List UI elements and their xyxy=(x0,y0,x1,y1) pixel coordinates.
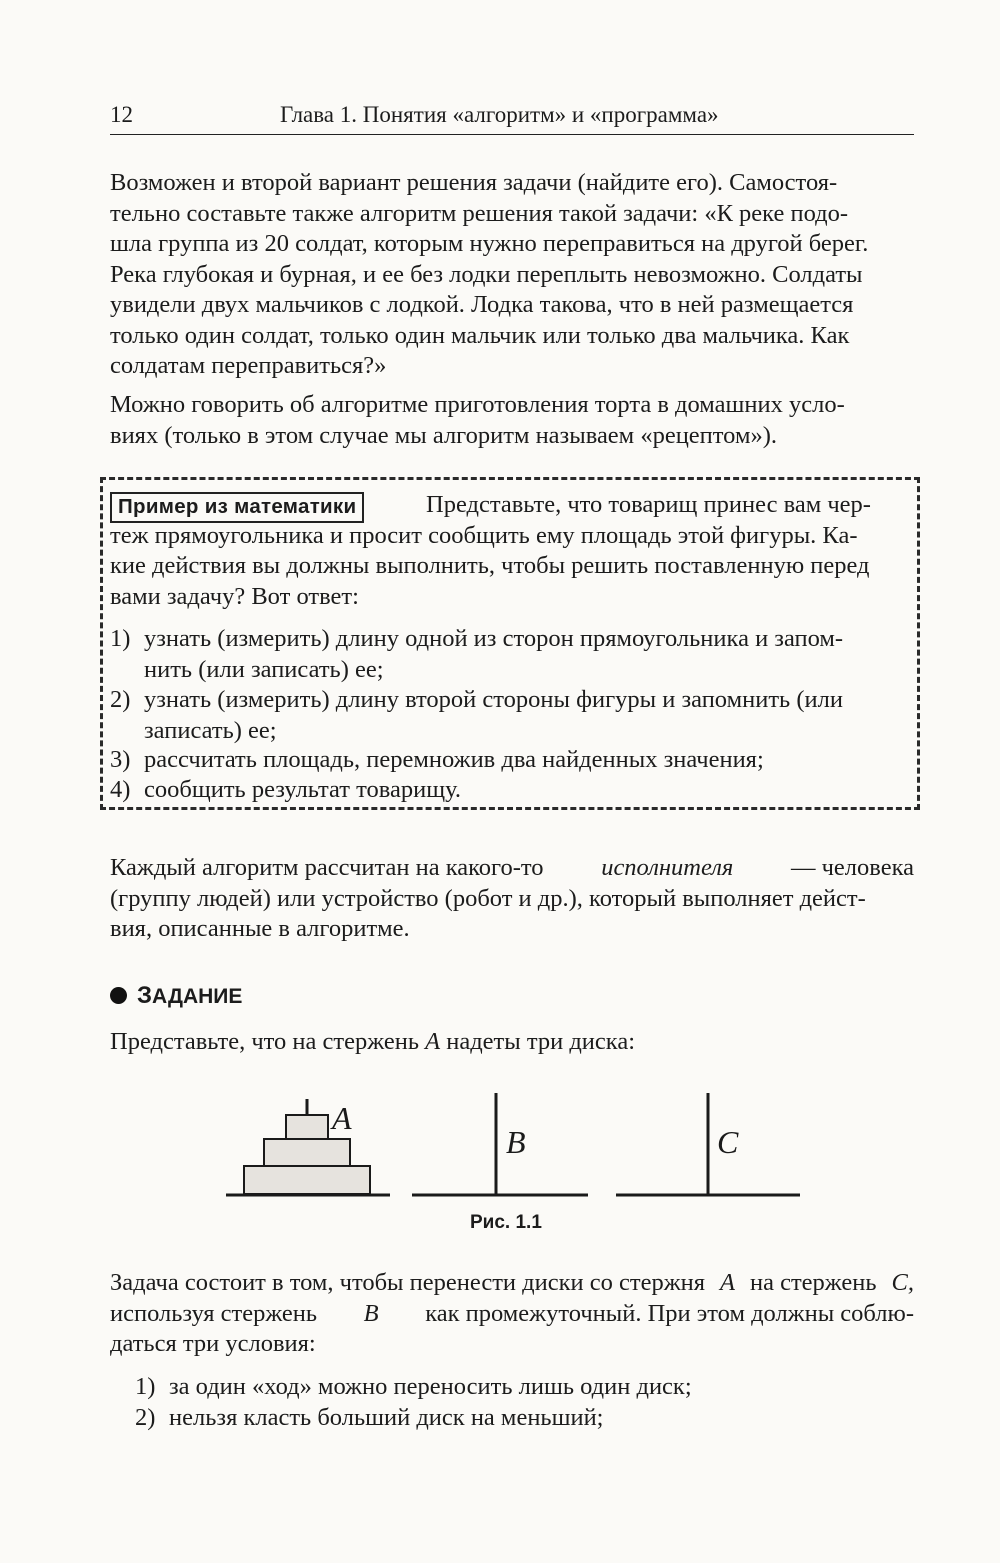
example-item-3: 3) рассчитать площадь, перемножив два найденных значения; xyxy=(110,746,764,773)
text-line: вами задачу? Вот ответ: xyxy=(110,582,359,610)
hanoi-figure xyxy=(0,1085,1000,1205)
text-line: увидели двух мальчиков с лодкой. Лодка такова, что в ней размещается xyxy=(110,291,854,318)
text-line: Возможен и второй вариант решения задачи (найдите его). Самостоя- xyxy=(110,169,838,196)
task-heading: ЗАДАНИЕ xyxy=(110,982,242,1010)
disk-small xyxy=(286,1115,328,1139)
example-item-4: 4) сообщить результат товарищу. xyxy=(110,776,462,803)
chapter-title: Глава 1. Понятия «алгоритм» и «программа» xyxy=(280,102,719,127)
rod-b-label: B xyxy=(506,1124,526,1160)
text-line: Каждый алгоритм рассчитан на какого-то исполнителя — человека xyxy=(110,854,914,881)
text-line: Представьте, что на стержень A надеты три диска: xyxy=(110,1028,636,1055)
disk-large xyxy=(244,1166,370,1194)
text-line: солдатам переправиться?» xyxy=(110,352,387,379)
paragraph-task-goal xyxy=(110,1268,914,1360)
text-line: теж прямоугольника и просит сообщить ему площадь этой фигуры. Ка- xyxy=(110,521,858,549)
paragraph-recipe xyxy=(110,390,914,451)
running-header xyxy=(110,98,914,135)
bullet-icon xyxy=(110,987,127,1004)
text-line: даться три условия: xyxy=(110,1330,316,1357)
text-line: тельно составьте также алгоритм решения такой задачи: «К реке подо- xyxy=(110,199,849,227)
example-intro xyxy=(110,490,914,612)
text-line: Представьте, что товарищ принес вам чер- xyxy=(426,491,871,518)
rod-a-label: A xyxy=(332,1100,352,1136)
text-line: используя стержень B как промежуточный. При этом должны соблю- xyxy=(110,1299,914,1327)
text-line: вия, описанные в алгоритме. xyxy=(110,915,410,942)
text-line: Задача состоит в том, чтобы перенести диски со стержня A на стержень C, xyxy=(110,1269,914,1296)
paragraph-executor xyxy=(110,853,914,945)
text-line: (группу людей) или устройство (робот и др.), который выполняет дейст- xyxy=(110,884,866,912)
text-line: только один солдат, только один мальчик или только два мальчика. Как xyxy=(110,321,850,349)
text-line: виях (только в этом случае мы алгоритм называем «рецептом»). xyxy=(110,421,777,449)
task-text xyxy=(110,1027,914,1058)
disk-medium xyxy=(264,1139,350,1166)
example-item-2: 2) узнать (измерить) длину второй стороны фигуры и запомнить (или записать) ее; xyxy=(110,686,843,744)
example-box-label: Пример из математики xyxy=(110,492,364,523)
page-number: 12 xyxy=(110,102,133,127)
text-line: Можно говорить об алгоритме приготовления торта в домашних усло- xyxy=(110,391,845,418)
rod-c-label: C xyxy=(717,1124,739,1160)
figure-caption: Рис. 1.1 xyxy=(470,1212,542,1233)
book-page: 12 Глава 1. Понятия «алгоритм» и «программа» Возможен и второй вариант решения задачи (найдите его). Самостоя- тельно составьте также алгоритм решения такой задачи: «К реке подо- шла группа из 20 солдат, которым нужно переправиться на другой берег. Река глубокая и бурная, и ее без лодки переплыть невозможно. Солдаты увидели двух мальчиков с лодкой. Лодка такова, что в ней размещается только один солдат, только один мальчик или только два мальчика. Как солдатам переправиться?» Можно говорить об алгоритме приготовления торта в домашних усло- виях (только в этом случае мы алгоритм называем «рецептом»). Пример из математики Представьте, что товарищ принес вам чер- теж прямоугольника и просит сообщить ему площадь этой фигуры. Ка- кие действия вы должны выполнить, чтобы решить поставленную перед вами задачу? Вот ответ: 1) узнать (измерить) длину одной из сторон прямоугольника и запом- нить (или записать) ее; 2) узнать (измерить) длину второй стороны фигуры и запомнить (или записать) ее; 3) рассчитать площадь, перемножив два найденных значения; 4) сообщить результат товарищу. Каждый алгоритм рассчитан на какого-то исполнителя — человека (группу людей) или устройство (робот и др.), который выполняет дейст- вия, описанные в алгоритме. ЗАДАНИЕ Представьте, что на стержень A надеты три диска: A B C Рис. 1.1 Задача состоит в том, чтобы перенести диски со стержня A на стержень C, используя стержень B как промежуточный. При этом должны соблю- даться три условия: 1) за один «ход» можно переносить лишь один диск; 2) нельзя класть больший диск на меньший; xyxy=(0,0,1000,1563)
example-item-1: 1) узнать (измерить) длину одной из сторон прямоугольника и запом- нить (или записать) ее; xyxy=(110,625,844,683)
paragraph-soldiers xyxy=(110,168,914,382)
text-line: шла группа из 20 солдат, которым нужно переправиться на другой берег. xyxy=(110,230,869,257)
text-line: кие действия вы должны выполнить, чтобы решить поставленную перед xyxy=(110,552,870,579)
text-line: Река глубокая и бурная, и ее без лодки переплыть невозможно. Солдаты xyxy=(110,260,863,288)
